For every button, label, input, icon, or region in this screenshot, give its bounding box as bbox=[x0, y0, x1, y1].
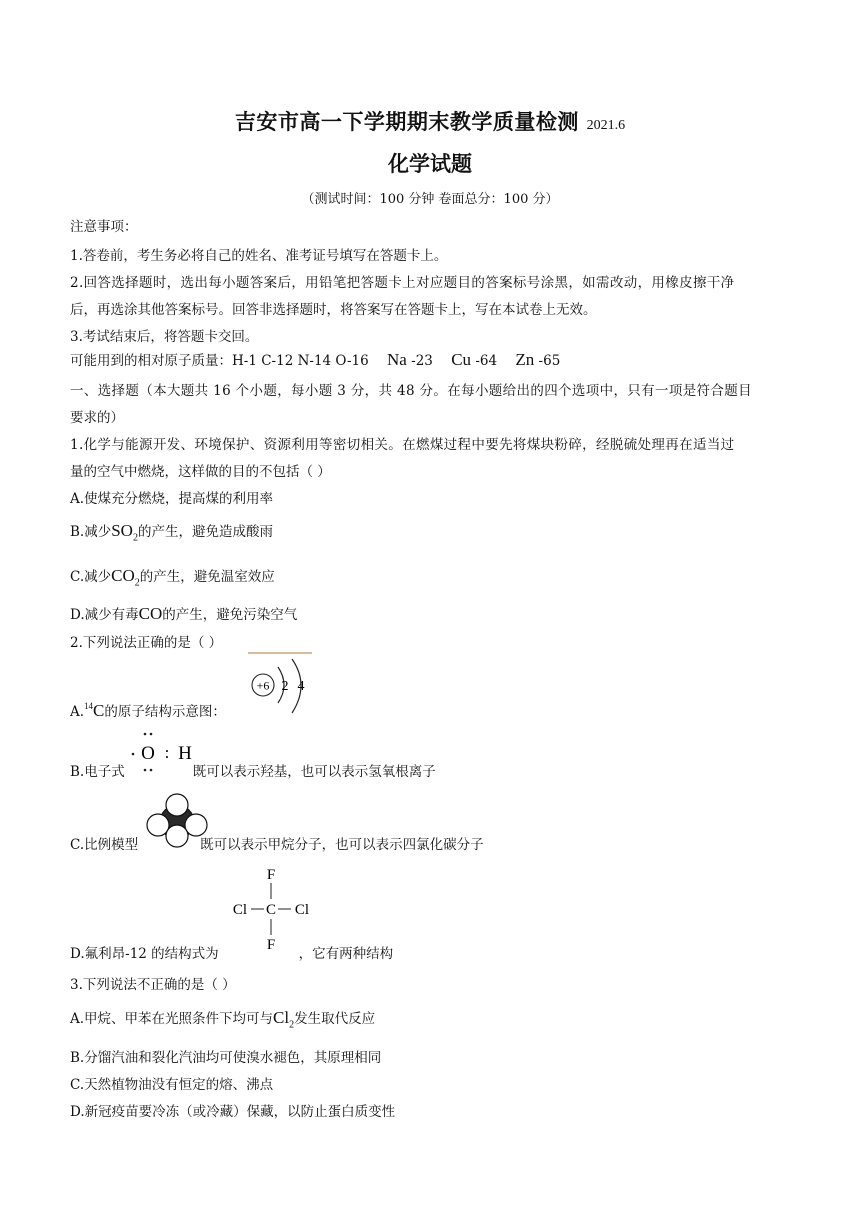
oxygen-symbol: O bbox=[141, 743, 155, 764]
q2-option-b-prefix: B.电子式 bbox=[70, 764, 125, 780]
q1-option-d bbox=[70, 603, 297, 624]
cl2-subscript: 2 bbox=[289, 1019, 295, 1031]
so2-formula bbox=[111, 521, 138, 544]
co2-symbol: CO bbox=[111, 566, 135, 585]
co2-subscript: 2 bbox=[134, 577, 140, 589]
notes-heading: 注意事项： bbox=[70, 219, 138, 235]
section1-heading-line-1: 一、选择题（本大题共 16 个小题，每小题 3 分，共 48 分。在每小题给出的四个选项中，只有一项是符合题目 bbox=[70, 383, 752, 399]
note-item-2-line-1: 2.回答选择题时，选出每小题答案后，用铅笔把答题卡上对应题目的答案标号涂黑，如需改动，用橡皮擦干净 bbox=[70, 275, 735, 291]
q3-option-a bbox=[70, 1007, 375, 1030]
q1-option-d-text: 的产生，避免污染空气 bbox=[162, 607, 298, 623]
exam-time-score: （测试时间：100 分钟 卷面总分：100 分） bbox=[301, 192, 559, 207]
co-formula: CO bbox=[138, 604, 163, 623]
exam-title-text: 吉安市高一下学期期末教学质量检测 bbox=[234, 110, 579, 134]
q2-option-c-prefix: C.比例模型 bbox=[70, 837, 139, 853]
q1-option-d-prefix: D.减少有毒 bbox=[70, 607, 139, 623]
na-symbol: Na bbox=[387, 350, 407, 369]
q1-stem-line-1: 1.化学与能源开发、环境保护、资源利用等密切相关。在燃煤过程中要先将煤块粉碎，经脱硫处理再在适当过 bbox=[70, 437, 735, 453]
co2-formula bbox=[111, 566, 140, 589]
freon-structural-formula bbox=[228, 862, 324, 954]
electron-dot bbox=[144, 769, 147, 772]
zn-mass: -65 bbox=[534, 353, 561, 369]
cu-mass: -64 bbox=[471, 353, 498, 369]
carbon-center: C bbox=[265, 902, 277, 918]
atom-structure-diagram bbox=[244, 650, 314, 720]
q3-stem: 3.下列说法不正确的是（ ） bbox=[70, 977, 236, 993]
fluorine-top: F bbox=[266, 867, 276, 883]
carbon-14-symbol bbox=[84, 701, 104, 720]
hydroxyl-electron-formula bbox=[126, 728, 198, 778]
q1-option-b-prefix: B.减少 bbox=[70, 524, 112, 540]
electron-dot bbox=[144, 733, 147, 736]
q1-option-c bbox=[70, 565, 275, 588]
outer-atom-top bbox=[166, 794, 188, 816]
hydrogen-symbol: H bbox=[178, 743, 192, 764]
electron-dot bbox=[150, 769, 153, 772]
exam-year: 2021.6 bbox=[586, 118, 626, 133]
chlorine-right: Cl bbox=[294, 902, 310, 918]
q2-option-c bbox=[70, 833, 484, 853]
cu-symbol: Cu bbox=[451, 350, 472, 369]
q2-option-b bbox=[70, 760, 436, 780]
carbon-14-mass-number: 14 bbox=[84, 701, 94, 711]
q2-option-d-prefix: D.氟利昂-12 的结构式为 bbox=[70, 946, 219, 962]
electron-dot bbox=[150, 733, 153, 736]
q2-stem: 2.下列说法正确的是（ ） bbox=[70, 635, 223, 651]
q1-option-c-prefix: C.减少 bbox=[70, 569, 112, 585]
q2-option-c-text: 既可以表示甲烷分子，也可以表示四氯化碳分子 bbox=[200, 837, 484, 853]
outer-atom-right bbox=[185, 814, 207, 836]
chlorine-left: Cl bbox=[232, 902, 248, 918]
q1-option-c-text: 的产生，避免温室效应 bbox=[139, 569, 275, 585]
carbon-symbol: C bbox=[93, 701, 105, 720]
shell-2-electrons: 4 bbox=[297, 679, 305, 694]
q2-option-a-prefix: A. bbox=[70, 704, 85, 720]
space-filling-model bbox=[144, 792, 210, 850]
q2-option-a bbox=[70, 700, 226, 721]
so2-symbol: SO bbox=[111, 521, 133, 540]
q1-stem-line-2: 量的空气中燃烧，这样做的目的不包括（ ） bbox=[70, 464, 331, 480]
q1-option-a: A.使煤充分燃烧，提高煤的利用率 bbox=[70, 491, 274, 507]
q1-option-b-text: 的产生，避免造成酸雨 bbox=[137, 524, 273, 540]
so2-subscript: 2 bbox=[132, 532, 138, 544]
note-item-2-line-2: 后，再选涂其他答案标号。回答非选择题时，将答案写在答题卡上，写在本试卷上无效。 bbox=[70, 302, 597, 318]
note-item-3: 3.考试结束后，将答题卡交回。 bbox=[70, 329, 259, 345]
q2-option-b-text: 既可以表示羟基，也可以表示氢氧根离子 bbox=[192, 764, 436, 780]
zn-symbol: Zn bbox=[515, 350, 535, 369]
outer-atom-left bbox=[147, 814, 169, 836]
q3-option-c: C.天然植物油没有恒定的熔、沸点 bbox=[70, 1077, 274, 1093]
q2-option-a-text: 的原子结构示意图： bbox=[104, 704, 226, 720]
electron-dot bbox=[132, 753, 135, 756]
q3-option-a-text: 发生取代反应 bbox=[294, 1011, 376, 1027]
fluorine-bottom: F bbox=[266, 937, 276, 953]
nucleus-charge: +6 bbox=[256, 678, 270, 693]
atomic-masses bbox=[70, 349, 560, 370]
cl2-formula bbox=[273, 1008, 295, 1031]
section1-heading-line-2: 要求的） bbox=[70, 410, 124, 426]
exam-subject: 化学试题 bbox=[388, 152, 472, 176]
outer-atom-bottom bbox=[166, 825, 188, 847]
cl2-symbol: Cl bbox=[273, 1008, 290, 1027]
q2-option-d-text: ，它有两种结构 bbox=[298, 946, 394, 962]
q3-option-d: D.新冠疫苗要冷冻（或冷藏）保藏，以防止蛋白质变性 bbox=[70, 1104, 396, 1120]
q3-option-b: B.分馏汽油和裂化汽油均可使溴水褪色，其原理相同 bbox=[70, 1050, 382, 1066]
atomic-masses-label: 可能用到的相对原子质量：H-1 C-12 N-14 O-16 bbox=[70, 353, 369, 369]
shell-1-electrons: 2 bbox=[281, 679, 289, 694]
q1-option-b bbox=[70, 520, 273, 543]
na-mass: -23 bbox=[406, 353, 433, 369]
q3-option-a-prefix: A.甲烷、甲苯在光照条件下均可与 bbox=[70, 1011, 274, 1027]
note-item-1: 1.答卷前，考生务必将自己的姓名、准考证号填写在答题卡上。 bbox=[70, 248, 448, 264]
exam-title bbox=[0, 106, 860, 136]
shared-pair-colon: : bbox=[164, 743, 170, 762]
